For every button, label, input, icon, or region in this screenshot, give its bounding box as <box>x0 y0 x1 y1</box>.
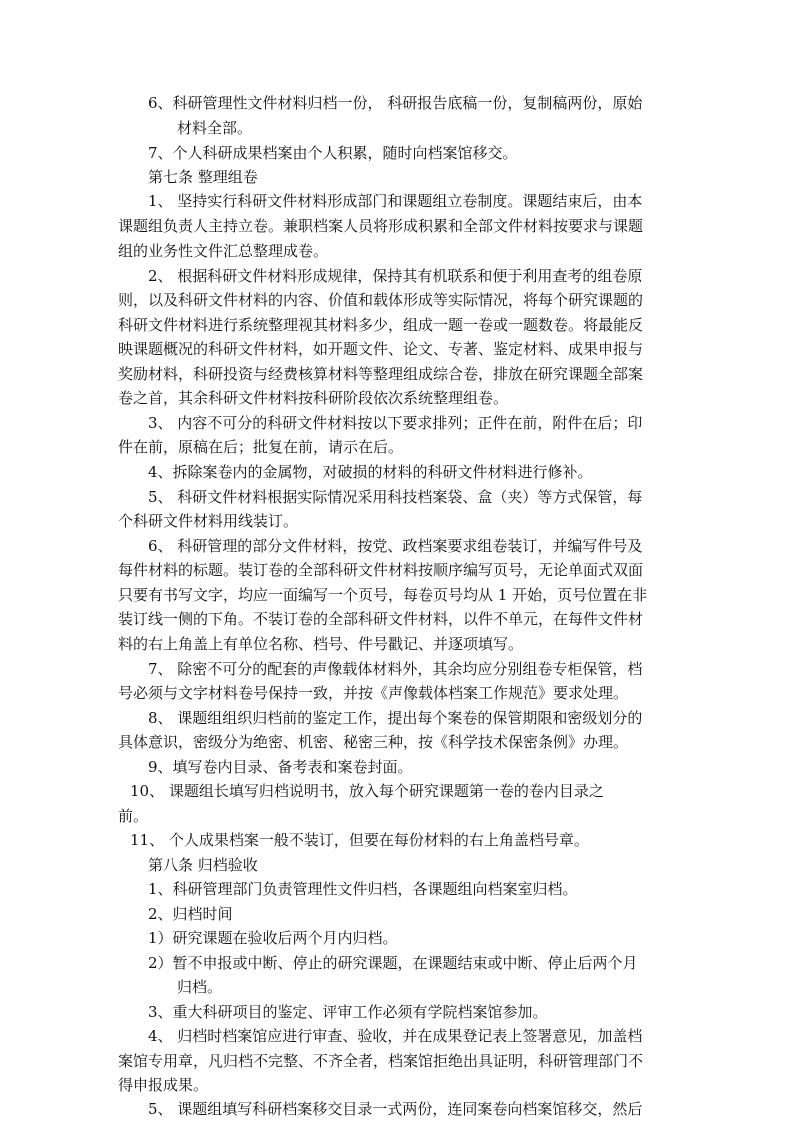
text-line: 2、 根据科研文件材料形成规律，保持其有机联系和便于利用查考的组卷原 <box>148 267 643 285</box>
text-line: 2）暂不申报或中断、停止的研究课题，在课题结束或中断、停止后两个月 <box>148 954 638 972</box>
text-line: 3、 内容不可分的科研文件材料按以下要求排列；正件在前，附件在后；印 <box>148 414 643 432</box>
text-line: 1、科研管理部门负责管理性文件归档，各课题组向档案室归档。 <box>148 880 578 898</box>
text-line: 4、拆除案卷内的金属物，对破损的材料的科研文件材料进行修补。 <box>148 463 593 481</box>
text-line: 得申报成果。 <box>118 1076 209 1094</box>
text-line: 课题组负责人主持立卷。兼职档案人员将形成积累和全部文件材料按要求与课题 <box>118 217 644 235</box>
text-line: 5、 科研文件材料根据实际情况采用科技档案袋、盒（夹）等方式保管，每 <box>148 488 643 506</box>
text-line: 8、 课题组组织归档前的鉴定工作，提出每个案卷的保管期限和密级划分的 <box>148 709 643 727</box>
text-line: 1、 坚持实行科研文件材料形成部门和课题组立卷制度。课题结束后，由本 <box>148 192 643 210</box>
text-line: 6、 科研管理的部分文件材料，按党、政档案要求组卷装订，并编写件号及 <box>148 537 643 555</box>
text-line: 只要有书写文字，均应一面编写一个页号，每卷页号均从 1 开始，页号位置在非 <box>118 586 648 604</box>
text-line: 前。 <box>118 807 149 825</box>
text-line: 装订线一侧的下角。不装订卷的全部科研文件材料，以件不单元，在每件文件材 <box>118 610 644 628</box>
section-heading: 第七条 整理组卷 <box>148 168 258 186</box>
text-line: 号必须与文字材料卷号保持一致，并按《声像载体档案工作规范》要求处理。 <box>118 684 629 702</box>
text-line: 3、重大科研项目的鉴定、评审工作必须有学院档案馆参加。 <box>148 1003 548 1021</box>
text-line: 组的业务性文件汇总整理成卷。 <box>118 242 329 260</box>
text-line: 映课题概况的科研文件材料，如开题文件、论文、专著、鉴定材料、成果申报与 <box>118 340 644 358</box>
text-line: 卷之首，其余科研文件材料按科研阶段依次系统整理组卷。 <box>118 389 509 407</box>
text-line: 具体意识，密级分为绝密、机密、秘密三种，按《科学技术保密条例》办理。 <box>118 733 629 751</box>
text-line: 4、 归档时档案馆应进行审查、验收，并在成果登记表上签署意见，加盖档 <box>148 1027 643 1045</box>
text-line: 2、归档时间 <box>148 905 233 923</box>
section-heading: 第八条 归档验收 <box>148 856 258 874</box>
text-line: 1）研究课题在验收后两个月内归档。 <box>148 929 398 947</box>
text-line: 5、 课题组填写科研档案移交目录一式两份，连同案卷向档案馆移交，然后 <box>148 1100 643 1118</box>
text-line: 案馆专用章，凡归档不完整、不齐全者，档案馆拒绝出具证明，科研管理部门不 <box>118 1052 644 1070</box>
text-line: 则，以及科研文件材料的内容、价值和载体形成等实际情况，将每个研究课题的 <box>118 291 644 309</box>
text-line: 件在前，原稿在后；批复在前，请示在后。 <box>118 438 404 456</box>
text-line: 归档。 <box>177 978 223 996</box>
text-line: 7、个人科研成果档案由个人积累，随时向档案馆移交。 <box>148 144 518 162</box>
text-line: 6、科研管理性文件材料归档一份， 科研报告底稿一份，复制稿两份，原始 <box>148 94 643 112</box>
text-line: 11、 个人成果档案一般不装订，但要在每份材料的右上角盖档号章。 <box>130 831 589 849</box>
text-line: 每件材料的标题。装订卷的全部科研文件材料按顺序编写页号，无论单面式双面 <box>118 561 644 579</box>
text-line: 奖励材料，科研投资与经费核算材料等整理组成综合卷，排放在研究课题全部案 <box>118 365 644 383</box>
text-line: 10、 课题组长填写归档说明书，放入每个研究课题第一卷的卷内目录之 <box>130 782 604 800</box>
text-line: 材料全部。 <box>177 119 253 137</box>
text-line: 7、 除密不可分的配套的声像载体材料外，其余均应分别组卷专柜保管，档 <box>148 660 643 678</box>
text-line: 料的右上角盖上有单位名称、档号、件号戳记、并逐项填写。 <box>118 635 524 653</box>
text-line: 个科研文件材料用线装订。 <box>118 512 299 530</box>
text-line: 科研文件材料进行系统整理视其材料多少，组成一题一卷或一题数卷。将最能反 <box>118 316 644 334</box>
text-line: 9、填写卷内目录、备考表和案卷封面。 <box>148 758 413 776</box>
